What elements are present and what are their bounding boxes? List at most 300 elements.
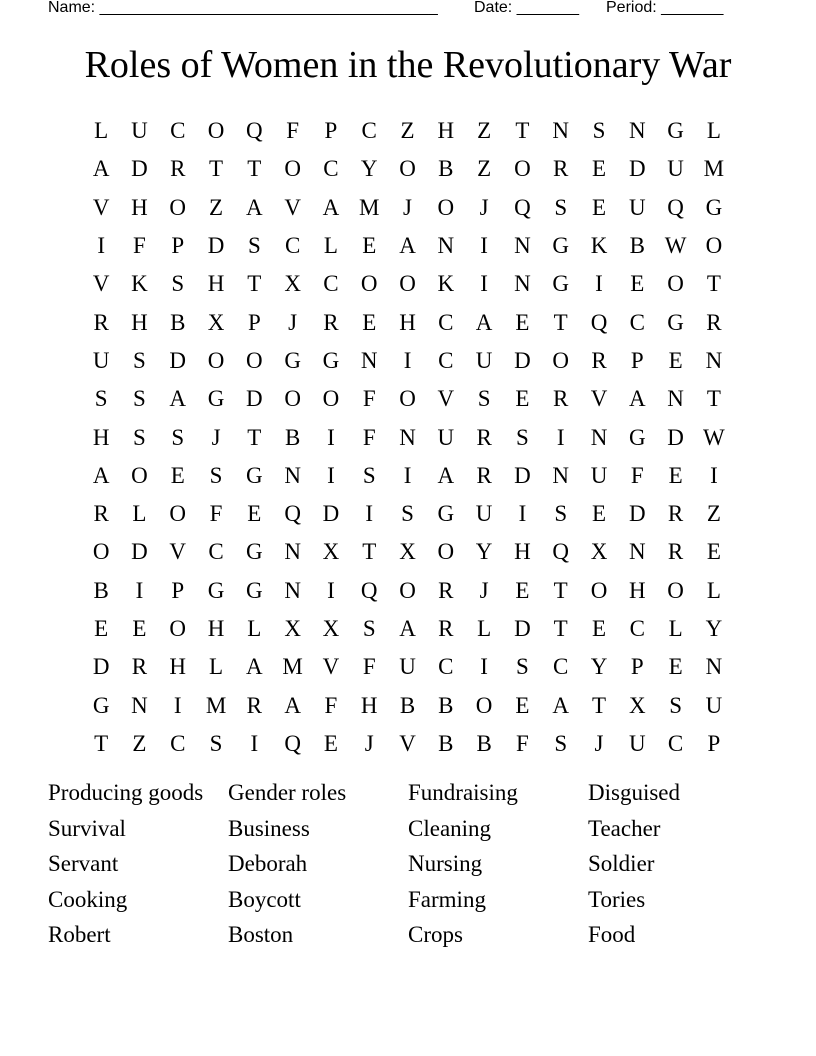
grid-letter[interactable]: R	[667, 539, 684, 565]
grid-letter[interactable]: G	[628, 424, 646, 450]
grid-letter[interactable]: I	[173, 692, 182, 718]
grid-letter[interactable]: G	[552, 271, 570, 297]
grid-letter[interactable]: Y	[705, 616, 723, 641]
grid-letter[interactable]: E	[515, 309, 530, 335]
grid-letter[interactable]: D	[514, 462, 531, 488]
grid-letter[interactable]: E	[591, 194, 607, 220]
grid-letter[interactable]: S	[171, 271, 185, 297]
grid-letter[interactable]: M	[359, 194, 380, 220]
grid-letter[interactable]: C	[361, 118, 377, 144]
grid-letter[interactable]: F	[286, 118, 300, 144]
grid-letter[interactable]: S	[362, 462, 376, 488]
grid-letter[interactable]: T	[247, 271, 262, 297]
grid-letter[interactable]: G	[322, 347, 340, 373]
grid-letter[interactable]: T	[553, 577, 568, 603]
grid-letter[interactable]: C	[170, 730, 186, 756]
grid-letter[interactable]: G	[246, 462, 263, 488]
grid-letter[interactable]: O	[705, 233, 723, 259]
grid-letter[interactable]: E	[362, 233, 377, 259]
grid-letter[interactable]: O	[475, 692, 493, 718]
grid-letter[interactable]: F	[362, 386, 376, 412]
grid-letter[interactable]: E	[668, 347, 683, 373]
grid-letter[interactable]: U	[667, 156, 684, 182]
grid-letter[interactable]: S	[477, 386, 491, 412]
grid-letter[interactable]: I	[710, 462, 718, 488]
word-bank-item: Food	[588, 922, 636, 947]
grid-letter[interactable]: T	[553, 616, 568, 641]
grid-letter[interactable]: Z	[400, 118, 415, 144]
grid-letter[interactable]: P	[324, 118, 338, 144]
grid-letter[interactable]: S	[362, 616, 376, 641]
grid-letter[interactable]: O	[552, 347, 570, 373]
grid-letter[interactable]: C	[629, 616, 645, 641]
grid-letter[interactable]: T	[362, 539, 377, 565]
grid-letter[interactable]: D	[514, 347, 531, 373]
grid-letter[interactable]: P	[171, 233, 185, 259]
grid-letter[interactable]: H	[131, 309, 148, 335]
grid-letter[interactable]: T	[553, 309, 568, 335]
grid-letter[interactable]: C	[323, 271, 339, 297]
date-field-label: Date: _______	[474, 0, 579, 16]
grid-letter[interactable]: H	[92, 424, 110, 450]
grid-letter[interactable]: C	[438, 654, 454, 680]
grid-letter[interactable]: G	[667, 118, 684, 144]
grid-letter[interactable]: A	[437, 462, 455, 488]
grid-letter[interactable]: X	[399, 539, 416, 565]
word-bank-item: Nursing	[408, 851, 483, 876]
grid-letter[interactable]: E	[323, 730, 338, 756]
grid-letter[interactable]: A	[475, 309, 493, 335]
word-bank-item: Tories	[588, 886, 646, 912]
grid-letter[interactable]: N	[284, 577, 301, 603]
grid-letter[interactable]: Q	[590, 309, 608, 335]
grid-letter[interactable]: O	[360, 271, 378, 297]
grid-letter[interactable]: F	[133, 233, 146, 259]
grid-letter[interactable]: R	[476, 424, 492, 450]
grid-letter[interactable]: G	[705, 194, 723, 220]
grid-letter[interactable]: E	[706, 539, 721, 565]
grid-letter[interactable]: A	[92, 462, 110, 488]
grid-letter[interactable]: C	[323, 156, 339, 182]
grid-letter[interactable]: F	[324, 692, 338, 718]
word-bank-item: Robert	[48, 922, 111, 947]
grid-letter[interactable]: J	[479, 194, 489, 220]
grid-letter[interactable]: R	[170, 156, 186, 182]
grid-letter[interactable]: E	[94, 616, 109, 641]
grid-letter[interactable]: I	[556, 424, 565, 450]
grid-letter[interactable]: S	[133, 386, 146, 412]
grid-letter[interactable]: I	[365, 501, 374, 527]
grid-letter[interactable]: O	[207, 347, 225, 373]
grid-letter[interactable]: Q	[284, 501, 301, 527]
grid-letter[interactable]: V	[92, 194, 110, 220]
grid-letter[interactable]: N	[667, 386, 684, 412]
grid-letter[interactable]: Q	[514, 194, 531, 220]
grid-letter[interactable]: R	[438, 616, 454, 641]
grid-letter[interactable]: Q	[552, 539, 570, 565]
grid-letter[interactable]: R	[667, 501, 684, 527]
grid-letter[interactable]: B	[438, 730, 454, 756]
grid-letter[interactable]: D	[131, 539, 148, 565]
grid-letter[interactable]: R	[93, 309, 109, 335]
grid-letter[interactable]: D	[131, 156, 148, 182]
grid-letter[interactable]: H	[514, 539, 531, 565]
grid-letter[interactable]: Z	[132, 730, 147, 756]
grid-letter[interactable]: S	[94, 386, 108, 412]
grid-letter[interactable]: R	[706, 309, 722, 335]
grid-letter[interactable]: M	[205, 692, 227, 718]
grid-letter[interactable]: S	[209, 730, 223, 756]
grid-letter[interactable]: K	[590, 233, 608, 259]
grid-letter[interactable]: L	[323, 233, 338, 259]
grid-letter[interactable]: G	[207, 386, 225, 412]
grid-letter[interactable]: O	[399, 156, 416, 182]
grid-letter[interactable]: O	[169, 194, 187, 220]
grid-letter[interactable]: E	[515, 692, 530, 718]
grid-letter[interactable]: A	[246, 194, 263, 220]
grid-letter[interactable]: M	[282, 654, 303, 680]
grid-letter[interactable]: E	[668, 462, 683, 488]
grid-letter[interactable]: L	[706, 118, 721, 144]
grid-letter[interactable]: Q	[667, 194, 684, 220]
grid-letter[interactable]: L	[477, 616, 492, 641]
word-bank-item: Disguised	[588, 780, 680, 805]
grid-letter[interactable]: T	[591, 692, 607, 718]
grid-letter[interactable]: I	[135, 577, 144, 603]
grid-letter[interactable]: D	[246, 386, 263, 412]
grid-letter[interactable]: E	[247, 501, 262, 527]
grid-letter[interactable]: D	[92, 654, 110, 680]
grid-letter[interactable]: N	[552, 118, 570, 144]
grid-letter[interactable]: J	[288, 309, 298, 335]
grid-letter[interactable]: U	[399, 654, 416, 680]
grid-letter[interactable]: X	[284, 616, 301, 641]
grid-letter[interactable]: X	[284, 271, 301, 297]
grid-letter[interactable]: R	[553, 386, 569, 412]
grid-letter[interactable]: B	[438, 692, 454, 718]
grid-letter[interactable]: S	[554, 501, 568, 527]
grid-letter[interactable]: E	[170, 462, 185, 488]
grid-letter[interactable]: Y	[360, 156, 378, 182]
grid-letter[interactable]: B	[284, 424, 301, 450]
grid-letter[interactable]: O	[169, 616, 187, 641]
grid-letter[interactable]: N	[705, 347, 723, 373]
grid-letter[interactable]: I	[250, 730, 259, 756]
grid-letter[interactable]: J	[364, 730, 374, 756]
grid-letter[interactable]: G	[92, 692, 110, 718]
grid-letter[interactable]: N	[399, 424, 416, 450]
grid-letter[interactable]: C	[438, 347, 454, 373]
grid-letter[interactable]: I	[97, 233, 105, 259]
grid-letter[interactable]: L	[132, 501, 147, 527]
grid-letter[interactable]: J	[479, 577, 489, 603]
grid-letter[interactable]: U	[437, 424, 455, 450]
grid-letter[interactable]: P	[630, 347, 644, 373]
grid-letter[interactable]: X	[322, 616, 340, 641]
grid-letter[interactable]: R	[131, 654, 148, 680]
grid-letter[interactable]: H	[207, 616, 225, 641]
grid-letter[interactable]: A	[246, 654, 263, 680]
grid-letter[interactable]: P	[171, 577, 185, 603]
grid-letter[interactable]: A	[92, 156, 110, 182]
grid-letter[interactable]: S	[592, 118, 606, 144]
grid-letter[interactable]: C	[438, 309, 454, 335]
grid-letter[interactable]: O	[246, 347, 263, 373]
grid-letter[interactable]: W	[703, 424, 725, 450]
grid-letter[interactable]: G	[246, 577, 263, 603]
grid-letter[interactable]: Q	[246, 118, 263, 144]
grid-letter[interactable]: O	[667, 271, 684, 297]
grid-letter[interactable]: K	[131, 271, 148, 297]
grid-letter[interactable]: O	[399, 386, 416, 412]
grid-letter[interactable]: C	[629, 309, 645, 335]
grid-letter[interactable]: I	[480, 271, 488, 297]
grid-letter[interactable]: U	[628, 194, 646, 220]
grid-letter[interactable]: R	[438, 577, 454, 603]
grid-letter[interactable]: D	[628, 156, 646, 182]
grid-letter[interactable]: X	[590, 539, 608, 565]
grid-letter[interactable]: S	[516, 424, 529, 450]
grid-letter[interactable]: S	[133, 424, 146, 450]
grid-letter[interactable]: E	[362, 309, 377, 335]
grid-letter[interactable]: D	[514, 616, 531, 641]
grid-letter[interactable]: X	[628, 692, 646, 718]
grid-letter[interactable]: P	[707, 730, 721, 756]
grid-letter[interactable]: B	[438, 156, 454, 182]
grid-letter[interactable]: R	[476, 462, 492, 488]
grid-letter[interactable]: D	[207, 233, 225, 259]
grid-letter[interactable]: D	[169, 347, 187, 373]
grid-letter[interactable]: E	[132, 616, 147, 641]
grid-letter[interactable]: L	[94, 118, 109, 144]
grid-letter[interactable]: H	[207, 271, 225, 297]
grid-letter[interactable]: T	[247, 424, 262, 450]
grid-letter[interactable]: L	[668, 616, 683, 641]
grid-letter[interactable]: A	[322, 194, 340, 220]
grid-letter[interactable]: J	[211, 424, 221, 450]
grid-letter[interactable]: K	[437, 271, 455, 297]
grid-letter[interactable]: F	[362, 654, 376, 680]
grid-letter[interactable]: S	[209, 462, 223, 488]
grid-letter[interactable]: R	[93, 501, 109, 527]
grid-letter[interactable]: D	[667, 424, 684, 450]
grid-letter[interactable]: O	[207, 118, 225, 144]
grid-letter[interactable]: G	[246, 539, 263, 565]
grid-letter[interactable]: T	[706, 271, 721, 297]
grid-letter[interactable]: S	[669, 692, 682, 718]
grid-letter[interactable]: V	[92, 271, 110, 297]
grid-letter[interactable]: B	[170, 309, 186, 335]
grid-letter[interactable]: E	[591, 156, 607, 182]
grid-letter[interactable]: O	[284, 386, 301, 412]
grid-letter[interactable]: O	[437, 539, 455, 565]
grid-letter[interactable]: H	[437, 118, 455, 144]
grid-letter[interactable]: P	[247, 309, 261, 335]
grid-letter[interactable]: A	[552, 692, 570, 718]
grid-letter[interactable]: U	[475, 501, 493, 527]
grid-letter[interactable]: T	[706, 386, 721, 412]
grid-letter[interactable]: E	[591, 501, 607, 527]
grid-letter[interactable]: J	[403, 194, 412, 220]
grid-letter[interactable]: E	[515, 386, 530, 412]
grid-letter[interactable]: N	[360, 347, 378, 373]
grid-letter[interactable]: U	[705, 692, 723, 718]
grid-letter[interactable]: O	[284, 156, 301, 182]
grid-letter[interactable]: C	[170, 118, 186, 144]
grid-letter[interactable]: G	[207, 577, 225, 603]
grid-letter[interactable]: E	[515, 577, 530, 603]
grid-letter[interactable]: N	[552, 462, 570, 488]
grid-letter[interactable]: E	[668, 654, 683, 680]
grid-letter[interactable]: A	[628, 386, 646, 412]
grid-letter[interactable]: R	[591, 347, 607, 373]
grid-letter[interactable]: N	[284, 462, 301, 488]
grid-letter[interactable]: E	[591, 616, 607, 641]
grid-letter[interactable]: S	[401, 501, 414, 527]
grid-letter[interactable]: C	[553, 654, 569, 680]
grid-letter[interactable]: T	[515, 118, 530, 144]
grid-letter[interactable]: D	[322, 501, 340, 527]
grid-letter[interactable]: U	[590, 462, 608, 488]
grid-letter[interactable]: U	[628, 730, 646, 756]
grid-letter[interactable]: J	[594, 730, 604, 756]
grid-letter[interactable]: V	[590, 386, 608, 412]
grid-letter[interactable]: L	[706, 577, 721, 603]
grid-letter[interactable]: G	[552, 233, 570, 259]
grid-letter[interactable]: F	[209, 501, 223, 527]
grid-letter[interactable]: V	[437, 386, 455, 412]
grid-letter[interactable]: F	[362, 424, 376, 450]
name-field-label: Name: ______________________________________	[48, 0, 438, 16]
grid-letter[interactable]: I	[327, 577, 335, 603]
grid-letter[interactable]: B	[399, 692, 416, 718]
grid-letter[interactable]: A	[399, 616, 416, 641]
grid-letter[interactable]: L	[247, 616, 262, 641]
grid-letter[interactable]: N	[514, 233, 531, 259]
grid-letter[interactable]: I	[518, 501, 527, 527]
grid-letter[interactable]: S	[554, 730, 568, 756]
grid-letter[interactable]: A	[169, 386, 187, 412]
grid-letter[interactable]: O	[169, 501, 187, 527]
grid-letter[interactable]: L	[209, 654, 224, 680]
grid-letter[interactable]: N	[590, 424, 608, 450]
word-bank-item: Boston	[228, 922, 294, 947]
grid-letter[interactable]: N	[284, 539, 301, 565]
grid-letter[interactable]: N	[705, 654, 723, 680]
grid-letter[interactable]: Z	[209, 194, 224, 220]
grid-letter[interactable]: R	[246, 692, 262, 718]
grid-letter[interactable]: N	[628, 539, 646, 565]
grid-letter[interactable]: N	[437, 233, 455, 259]
grid-letter[interactable]: Z	[706, 501, 721, 527]
grid-letter[interactable]: R	[553, 156, 569, 182]
grid-letter[interactable]: V	[322, 654, 340, 680]
grid-letter[interactable]: Z	[477, 156, 492, 182]
grid-letter[interactable]: X	[207, 309, 225, 335]
grid-letter[interactable]: Y	[590, 654, 608, 680]
grid-letter[interactable]: M	[703, 156, 725, 182]
grid-letter[interactable]: A	[399, 233, 416, 259]
grid-letter[interactable]: B	[476, 730, 492, 756]
grid-letter[interactable]: I	[480, 654, 488, 680]
grid-letter[interactable]: G	[437, 501, 455, 527]
grid-letter[interactable]: N	[131, 692, 148, 718]
grid-letter[interactable]: S	[554, 194, 568, 220]
grid-letter[interactable]: I	[480, 233, 488, 259]
grid-letter[interactable]: O	[131, 462, 148, 488]
grid-letter[interactable]: I	[403, 347, 412, 373]
grid-letter[interactable]: C	[284, 233, 301, 259]
grid-letter[interactable]: G	[284, 347, 301, 373]
grid-letter[interactable]: V	[399, 730, 416, 756]
grid-letter[interactable]: U	[475, 347, 493, 373]
grid-letter[interactable]: S	[516, 654, 529, 680]
grid-letter[interactable]: H	[628, 577, 646, 603]
grid-letter[interactable]: O	[437, 194, 455, 220]
grid-letter[interactable]: G	[667, 309, 684, 335]
grid-letter[interactable]: P	[630, 654, 644, 680]
grid-letter[interactable]: D	[628, 501, 646, 527]
word-bank-item: Business	[228, 815, 310, 841]
grid-letter[interactable]: T	[209, 156, 224, 182]
grid-letter[interactable]: O	[399, 577, 416, 603]
grid-letter[interactable]: I	[403, 462, 412, 488]
grid-letter[interactable]: S	[133, 347, 146, 373]
grid-letter[interactable]: X	[322, 539, 340, 565]
grid-letter[interactable]: H	[131, 194, 148, 220]
grid-letter[interactable]: I	[327, 462, 335, 488]
grid-letter[interactable]: O	[322, 386, 340, 412]
grid-letter[interactable]: A	[284, 692, 301, 718]
grid-letter[interactable]: U	[131, 118, 148, 144]
grid-letter[interactable]: V	[169, 539, 187, 565]
grid-letter[interactable]: U	[92, 347, 110, 373]
grid-letter[interactable]: N	[628, 118, 646, 144]
grid-letter[interactable]: E	[630, 271, 645, 297]
grid-letter[interactable]: F	[516, 730, 529, 756]
word-bank-item: Cooking	[48, 886, 128, 912]
grid-letter[interactable]: I	[327, 424, 335, 450]
grid-letter[interactable]: N	[514, 271, 531, 297]
grid-letter[interactable]: Q	[360, 577, 378, 603]
grid-letter[interactable]: Y	[475, 539, 493, 565]
grid-letter[interactable]: O	[92, 539, 110, 565]
grid-letter[interactable]: I	[595, 271, 603, 297]
grid-letter[interactable]: T	[94, 730, 109, 756]
grid-letter[interactable]: F	[630, 462, 644, 488]
grid-letter[interactable]: R	[323, 309, 339, 335]
grid-letter[interactable]: B	[93, 577, 109, 603]
grid-letter[interactable]: C	[667, 730, 684, 756]
grid-letter[interactable]: B	[629, 233, 645, 259]
grid-letter[interactable]: H	[399, 309, 416, 335]
grid-letter[interactable]: Q	[284, 730, 301, 756]
grid-letter[interactable]: S	[171, 424, 185, 450]
grid-letter[interactable]: O	[399, 271, 416, 297]
grid-letter[interactable]: H	[169, 654, 187, 680]
grid-letter[interactable]: S	[247, 233, 261, 259]
grid-letter[interactable]: H	[360, 692, 378, 718]
grid-letter[interactable]: O	[514, 156, 531, 182]
grid-letter[interactable]: O	[590, 577, 608, 603]
grid-letter[interactable]: O	[667, 577, 684, 603]
grid-letter[interactable]: V	[284, 194, 301, 220]
word-bank-item: Fundraising	[408, 780, 518, 805]
grid-letter[interactable]: C	[208, 539, 224, 565]
grid-letter[interactable]: T	[247, 156, 262, 182]
grid-letter[interactable]: Z	[477, 118, 492, 144]
grid-letter[interactable]: W	[664, 233, 687, 259]
